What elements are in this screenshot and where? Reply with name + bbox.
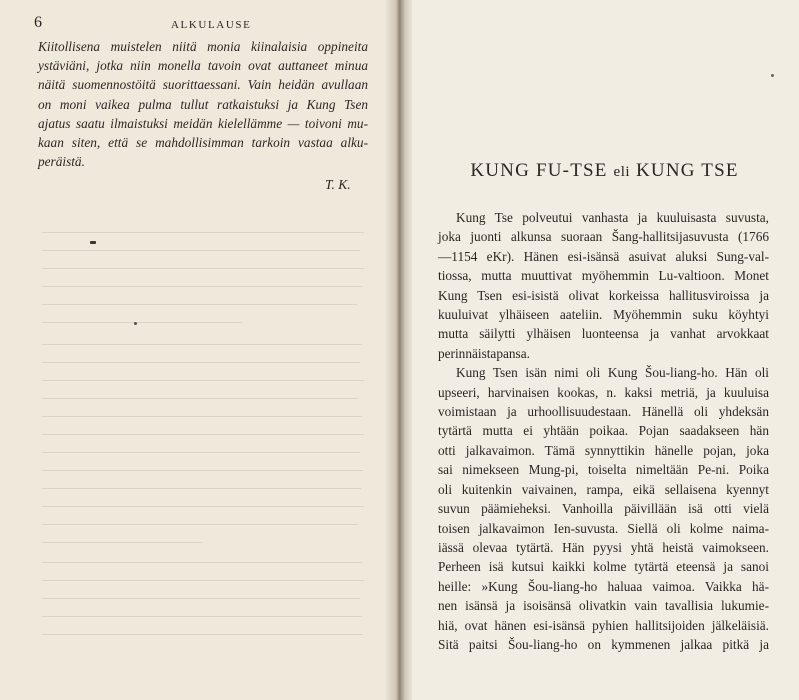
body-line: heille: »Kung Šou-liang-ho haluaa vaimoa. Vaikka hä-	[438, 578, 769, 594]
body-line: iässä olevaa tytärtä. Hän pyysi yhtä heistä vaimokseen.	[438, 539, 769, 555]
book-gutter	[384, 0, 414, 700]
left-page	[0, 0, 392, 700]
ink-mark	[90, 241, 96, 244]
preface-line: näitä suomennostöitä suorittaessani. Vain heidän avullaan	[38, 77, 368, 93]
preface-line: peräistä.	[38, 154, 85, 170]
preface-line: kaan siten, että se mahdollisimman tarkoin vastaa alku-	[38, 135, 368, 151]
chapter-title-second: KUNG TSE	[635, 160, 739, 181]
body-line: Kung Tsen isän nimi oli Kung Šou-liang-ho. Hän oli	[456, 365, 769, 381]
preface-line: on moni vaikea pulma tullut ratkaistuksi ja Kung Tsen	[38, 96, 368, 112]
body-line: Perheen isä kutsui kaikki kolme tytärtä eteensä ja sanoi	[438, 559, 769, 575]
signature: T. K.	[325, 177, 351, 192]
page-number: 6	[34, 14, 42, 31]
chapter-title-main: KUNG FU-TSE	[470, 160, 608, 181]
body-line: sai nimekseen Mung-pi, toiselta nimeltään Pe-ni. Poika	[438, 462, 769, 478]
body-line: kuuluivat ylhäiseen aateliin. Myöhemmin suku köyhtyi	[438, 307, 769, 323]
body-line: toisen jalkavaimon Ien-suvusta. Siellä oli kolme naima-	[438, 520, 769, 536]
body-line: mutta säilytti ylhäisen luonteensa ja vanhat arvokkaat	[438, 326, 769, 342]
body-line: Kung Tsen esi-isistä olivat korkeissa hallitusviroissa ja	[438, 287, 769, 303]
body-line: perinnäistapansa.	[438, 345, 530, 361]
chapter-title	[410, 160, 799, 182]
preface-text	[38, 37, 368, 171]
body-line: oli kuitenkin vaivainen, rampa, eikä sellaisena kyennyt	[438, 481, 769, 497]
chapter-title-connector: eli	[613, 164, 631, 180]
body-line: voimistaan ja urhoollisuudestaan. Hänellä oli yhdeksän	[438, 404, 769, 420]
ink-dot	[771, 74, 774, 77]
preface-line: ystäviäni, jotka niin monella tavoin ovat auttaneet minua	[38, 58, 368, 74]
body-line: Sitä paitsi Šou-liang-ho on kymmenen jalkaa pitkä ja	[438, 636, 769, 652]
body-line: upseeri, harvinaisen kookas, n. kaksi metriä, ja kuuluisa	[438, 384, 769, 400]
chapter-body	[438, 208, 769, 654]
body-line: otti jalkavaimon. Tämä synnyttikin hänelle pojan, joka	[438, 442, 769, 458]
running-head: ALKULAUSE	[171, 19, 252, 31]
preface-line: ajatus saatu ilmaistuksi meidän kielellämme — toivoni mu-	[38, 115, 368, 131]
preface-line: Kiitollisena muistelen niitä monia kiinalaisia oppineita	[38, 39, 368, 54]
body-line: —1154 eKr). Hänen esi-isänsä asuivat aluksi Sung-val-	[438, 248, 769, 264]
body-line: tiossa, mutta muuttivat myöhemmin Lu-valtioon. Monet	[438, 268, 769, 284]
body-line: tytärtä mutta ei yhtään poikaa. Pojan saadakseen hän	[438, 423, 769, 439]
body-line: hiä, ovat hänen esi-isänsä pyhien hallitsijoiden jälkeläisiä.	[438, 617, 769, 633]
body-line: Kung Tse polveutui vanhasta ja kuuluisasta suvusta,	[456, 210, 769, 225]
body-line: nen isänsä ja isoisänsä olivatkin vain tavallisia lukumie-	[438, 598, 769, 614]
body-line: suvun päämieheksi. Vanhoilla päivillään isä otti vielä	[438, 501, 769, 517]
body-line: joka juonti alkunsa suoraan Šang-hallitsijasuvusta (1766	[438, 229, 769, 245]
